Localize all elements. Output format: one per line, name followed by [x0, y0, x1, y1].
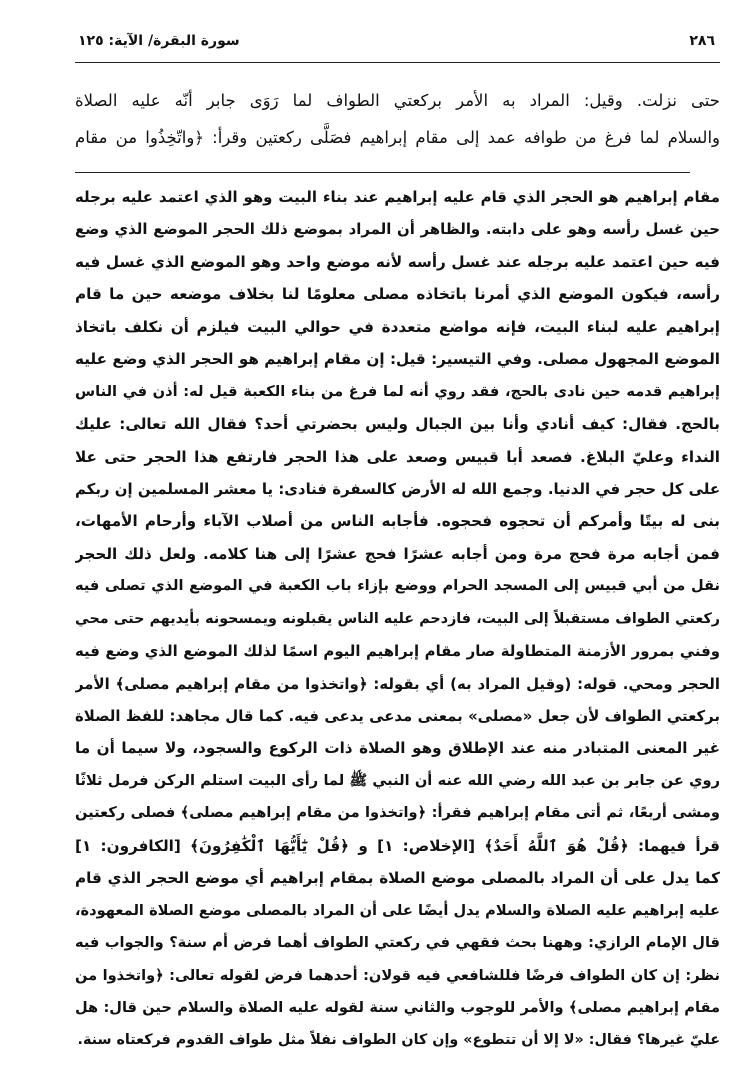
commentary-line: ومشى أربعًا، ثم أتى مقام إبراهيم فقرأ: ﴿واتخذوا من مقام إبراهيم مصلى﴾ فصلى ركعتين	[75, 804, 720, 822]
commentary-line: روي عن جابر بن عبد الله رضي الله عنه أن النبي ﷺ لما رأى البيت استلم الركن فرمل ثلاثًا	[75, 771, 720, 789]
commentary-line: عليّ غيرها؟ فقال: «لا إلا أن تتطوع» وإن كان الطواف نفلاً مثل طواف القدوم فركعتاه سنة.	[77, 1032, 720, 1049]
page-number: ٢٨٦	[689, 33, 715, 49]
main-text	[75, 82, 720, 156]
commentary-line: نظر: إن كان الطواف فرضًا فللشافعي فيه قولان: أحدهما فرض لقوله تعالى: ﴿واتخذوا من	[75, 966, 720, 984]
commentary-line: مقام إبراهيم هو الحجر الذي قام عليه إبراهيم عند بناء البيت وهو الذي اعتمد عليه برجله	[75, 188, 720, 206]
commentary-line: قرأ فيهما: ﴿قُلْ هُوَ ٱللَّهُ أَحَدٌ﴾ [الإخلاص: ١] و ﴿قُلْ يَٰٓأَيُّهَا ٱلْكَٰفِرُونَ﴾ [الكافرون: ١]	[75, 836, 720, 855]
commentary-separator	[75, 172, 690, 173]
main-text-line: والسلام لما فرغ من طوافه عمد إلى مقام إبراهيم فصَلَّى ركعتين وقرأ: ﴿واتّخِذُوا من مقام	[75, 128, 720, 147]
commentary-line: مقام إبراهيم مصلى﴾ والأمر للوجوب والثاني سنة لقوله عليه الصلاة والسلام حين قال: هل	[75, 998, 720, 1016]
commentary-line: وفني بمرور الأزمنة المتطاولة صار مقام إبراهيم اليوم اسمًا لذلك الموضع الذي وضع فيه	[75, 642, 720, 661]
main-text-line: حتى نزلت. وقيل: المراد به الأمر بركعتي الطواف لما رَوَى جابر أنّه عليه الصلاة	[75, 91, 720, 110]
commentary-line: النداء وعليّ البلاغ. فصعد أبا قبيس وصعد على هذا الحجر فارتفع هذا الحجر حتى علا	[75, 447, 720, 466]
commentary-line: بنى له بيتًا وأمركم أن تحجوه فحجوه. فأجابه الناس من أصلاب الآباء وأرحام الأمهات،	[75, 512, 720, 531]
commentary-line: نقل من أبي قبيس إلى المسجد الحرام ووضع بإزاء باب الكعبة في الموضع الذي تصلى فيه	[75, 577, 720, 595]
commentary-line: كما يدل على أن المراد بالمصلى موضع الصلاة بمقام إبراهيم أي موضع الحجر الذي قام	[75, 869, 720, 888]
commentary-line: رأسه، فيكون الموضع الذي أمرنا باتخاذه مصلى معلومًا لنا بخلاف موضعه حين ما قام	[75, 285, 720, 304]
commentary-line: فيه حين اعتمد عليه برجله عند غسل رأسه لأنه موضع واحد وهو الموضع الذي غسل فيه	[75, 252, 720, 271]
commentary-line: غير المعنى المتبادر منه عند الإطلاق وهو الصلاة ذات الركوع والسجود، ولا سيما أن ما	[75, 739, 720, 758]
running-title: سورة البقرة/ الآية: ١٢٥	[78, 33, 240, 49]
commentary-line: حين غسل رأسه وهو على دابته. والظاهر أن المراد بموضع ذلك الحجر الموضع الذي وضع	[75, 220, 720, 239]
commentary-line: عليه إبراهيم عليه الصلاة والسلام يدل أيضًا على أن المراد بالمصلى موضع الصلاة المعهودة،	[75, 901, 720, 919]
commentary-line: إبراهيم قدمه حين نادى بالحج، فقد روي أنه لما فرغ من بناء الكعبة قيل له: أذن في الناس	[75, 382, 720, 400]
commentary-line: بركعتي الطواف لأن جعل «مصلى» بمعنى مدعى يدعى فيه. كما قال مجاهد: للفظ الصلاة	[75, 707, 720, 725]
commentary-line: على كل حجر في الدنيا. وجمع الله له الأرض كالسفرة فنادى: يا معشر المسلمين إن ربكم	[75, 479, 720, 498]
header-rule	[75, 62, 720, 63]
commentary-line: الموضع المجهول مصلى. وفي التيسير: قيل: إن مقام إبراهيم هو الحجر الذي وضع عليه	[75, 350, 720, 369]
commentary-line: الحجر ومحي. قوله: (وقيل المراد به) أي بقوله: ﴿واتخذوا من مقام إبراهيم مصلى﴾ الأمر	[75, 674, 720, 693]
commentary-line: إبراهيم عليه لبناء البيت، فإنه مواضع متعددة في حوالي البيت فيلزم أن نكلف باتخاذ	[75, 317, 720, 336]
commentary-line: قال الإمام الرازي: وههنا بحث فقهي في ركعتي الطواف أهما فرض أم سنة؟ والجواب فيه	[75, 934, 720, 952]
commentary-line: بالحج. فقال: كيف أنادي وأنا بين الجبال وليس بحضرتي أحد؟ فقال الله تعالى: عليك	[75, 415, 720, 434]
commentary-line: ركعتي الطواف مستقبلاً إلى البيت، فازدحم عليه الناس يقبلونه ويمسحونه بأيديهم حتى محي	[75, 610, 720, 627]
commentary-line: فمن أجابه مرة فحج مرة ومن أجابه عشرًا فحج عشرًا إلى هنا كلامه. ولعل ذلك الحجر	[75, 544, 720, 563]
commentary	[75, 181, 720, 1057]
